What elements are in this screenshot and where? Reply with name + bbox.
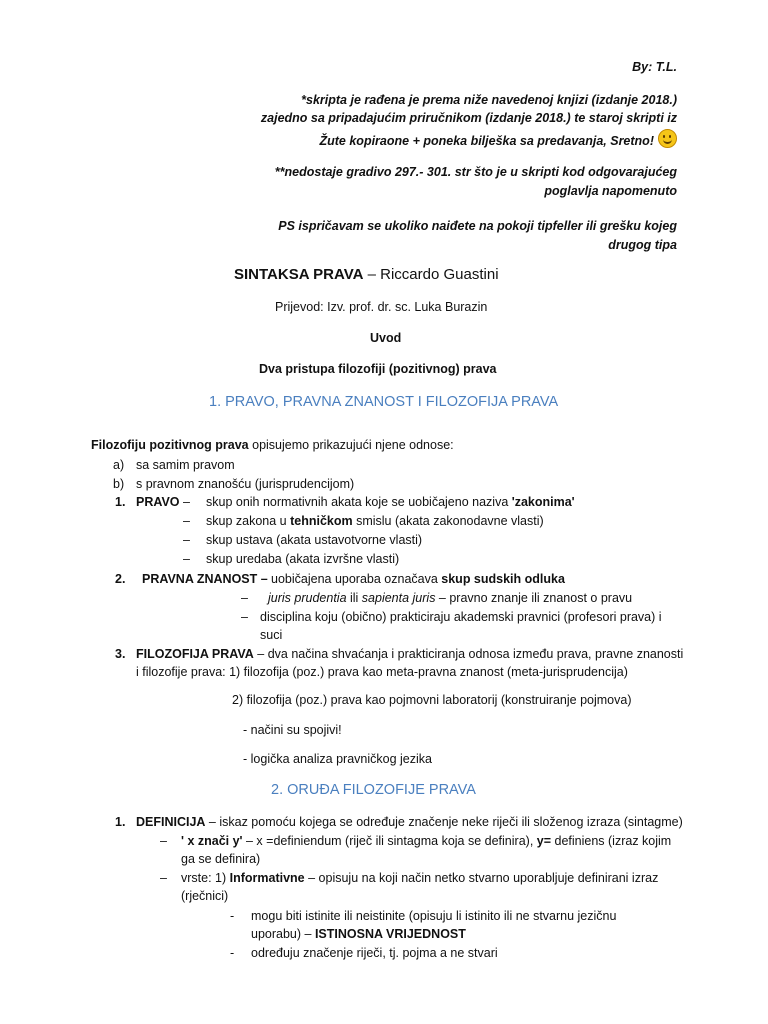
item2-term: PRAVNA ZNANOST – <box>142 572 268 586</box>
item2-definition: uobičajena uporaba označava skup sudskih odluka <box>271 572 565 586</box>
section1-lead: Filozofiju pozitivnog prava opisujemo prikazujući njene odnose: <box>91 438 454 452</box>
item3-marker: 3. <box>115 647 126 661</box>
note3-line2: drugog tipa <box>608 238 677 252</box>
s2-sub2-line1: vrste: 1) Informativne – opisuju na koji način netko stvarno uporabljuje definirani izraz <box>181 871 659 885</box>
section2-heading: 2. ORUĐA FILOZOFIJE PRAVA <box>271 782 476 798</box>
list-item-a: sa samim pravom <box>136 458 235 472</box>
item2-sub1-dash: – <box>241 591 248 605</box>
note1-line3: Žute kopiraone + poneka bilješka sa predavanja, Sretno! <box>320 129 678 150</box>
s2-sub1-dash: – <box>160 834 167 848</box>
item1-marker: 1. <box>115 495 126 509</box>
s2-subsub1-hyphen: - <box>230 909 235 923</box>
item1-sub3-dash: – <box>183 552 190 566</box>
item2-marker: 2. <box>115 572 126 586</box>
note2-line1: **nedostaje gradivo 297.- 301. str što je u skripti kod odgovarajućeg <box>274 165 677 179</box>
item1-sub2: skup ustava (akata ustavotvorne vlasti) <box>206 533 423 547</box>
item2-sub2-dash: – <box>241 610 248 624</box>
item1-definition: skup onih normativnih akata koje se uobičajeno naziva 'zakonima' <box>206 495 575 509</box>
section1-heading: 1. PRAVO, PRAVNA ZNANOST I FILOZOFIJA PRAVA <box>209 394 559 410</box>
item3-line3: 2) filozofija (poz.) prava kao pojmovni laboratorij (konstruiranje pojmova) <box>232 693 632 707</box>
item3-line4: - načini su spojivi! <box>243 723 342 737</box>
s2-sub1-line2: ga se definira) <box>181 852 261 866</box>
item3-line2: i filozofije prava: 1) filozofija (poz.) prava kao meta-pravna znanost (meta-jurisprudencija) <box>136 665 628 679</box>
note1-line2: zajedno sa pripadajućim priručnikom (izdanje 2018.) te starој skripti iz <box>260 111 677 125</box>
s2-item1-marker: 1. <box>115 815 126 829</box>
note2-line2: poglavlja napomenuto <box>544 184 677 198</box>
translation-line: Prijevod: Izv. prof. dr. sc. Luka Burazin <box>275 300 488 314</box>
item1-sub2-dash: – <box>183 533 190 547</box>
item3-line5: - logička analiza pravničkog jezika <box>243 752 432 766</box>
note3-line1: PS ispričavam se ukoliko naiđete na pokoji tipfeller ili grešku kojeg <box>278 219 677 233</box>
author-line: By: T.L. <box>632 60 677 74</box>
item3-line1: FILOZOFIJA PRAVA – dva načina shvaćanja i prakticiranja odnosa između prava, pravne znanosti <box>136 647 684 661</box>
s2-sub2-line2: (rječnici) <box>181 889 229 903</box>
item2-sub1: juris prudentia ili sapienta juris – pravno znanje ili znanost o pravu <box>268 591 633 605</box>
s2-item1-line: DEFINICIJA – iskaz pomoću kojega se određuje značenje neke riječi ili složenog izraza (sintagme) <box>136 815 683 829</box>
s2-sub2-dash: – <box>160 871 167 885</box>
item1-sub1-dash: – <box>183 514 190 528</box>
item1-term: PRAVO <box>136 495 180 509</box>
item1-sub1: skup zakona u tehničkom smislu (akata zakonodavne vlasti) <box>206 514 544 528</box>
smiley-icon <box>658 129 677 148</box>
s2-subsub1-line2: uporabu) – ISTINOSNA VRIJEDNOST <box>251 927 466 941</box>
intro-heading: Uvod <box>370 331 402 345</box>
item1-dash: – <box>183 495 190 509</box>
s2-subsub1-line1: mogu biti istinite ili neistinite (opisuju li istinito ili ne stvarnu jezičnu <box>251 909 617 923</box>
s2-sub1-line1: ' x znači y' – x =definiendum (riječ ili sintagma koja se definira), y= definiens (izraz kojim <box>181 834 672 848</box>
list-item-b: s pravnom znanošću (jurisprudencijom) <box>136 477 355 491</box>
list-marker-b: b) <box>113 477 125 491</box>
subtitle: Dva pristupa filozofiji (pozitivnog) prava <box>259 362 497 376</box>
book-title: SINTAKSA PRAVA – Riccardo Guastini <box>234 266 499 283</box>
item2-sub2-line1: disciplina koju (obično) prakticiraju akademski pravnici (profesori prava) i <box>260 610 662 624</box>
s2-subsub2: određuju značenje riječi, tj. pojma a ne stvari <box>251 946 498 960</box>
item1-sub3: skup uredaba (akata izvršne vlasti) <box>206 552 400 566</box>
list-marker-a: a) <box>113 458 125 472</box>
note1-line1: *skripta je rađena je prema niže navedenoj knjizi (izdanje 2018.) <box>301 93 677 107</box>
s2-subsub2-hyphen: - <box>230 946 235 960</box>
item2-sub2-line2: suci <box>260 628 283 642</box>
